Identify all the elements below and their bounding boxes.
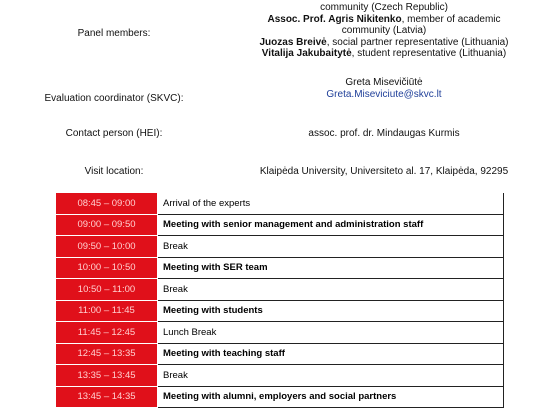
activity-cell: Meeting with teaching staff [158,343,504,365]
coordinator-name: Greta Misevičiūtė [345,77,423,88]
panel-members-label: Panel members: [77,28,151,39]
activity-cell: Meeting with alumni, employers and social partners [158,386,504,408]
panel-member-1-cont: community (Latvia) [341,25,427,36]
member-role: , member of academic [401,13,501,25]
time-cell: 12:45 – 13:35 [56,343,158,365]
visit-location-value: Klaipėda University, Universiteto al. 17, Klaipėda, 92295 [259,166,509,177]
member-name: Vitalija Jakubaitytė [261,48,352,59]
member-role: , student representative (Lithuania) [351,48,507,59]
contact-person-value: assoc. prof. dr. Mindaugas Kurmis [308,128,460,139]
panel-member-1 [228,14,540,26]
time-cell: 08:45 – 09:00 [56,193,158,214]
table-row [56,365,504,387]
visit-location-label: Visit location: [84,166,144,177]
activity-cell: Arrival of the experts [158,193,504,214]
table-row [56,322,504,344]
time-cell: 10:00 – 10:50 [56,257,158,279]
panel-members-list [228,2,540,60]
activity-cell: Lunch Break [158,322,504,344]
table-row [56,386,504,408]
coordinator-email-link[interactable]: Greta.Miseviciute@skvc.lt [326,88,442,100]
activity-cell: Meeting with senior management and administration staff [158,214,504,236]
activity-cell: Meeting with students [158,300,504,322]
time-cell: 11:45 – 12:45 [56,322,158,344]
contact-person-label: Contact person (HEI): [65,128,163,139]
member-name: Assoc. Prof. Agris Nikitenko [267,13,402,25]
activity-cell: Break [158,279,504,301]
table-row [56,257,504,279]
table-row [56,300,504,322]
member-name: Juozas Breivė [259,36,327,48]
panel-member-2 [228,37,540,49]
activity-cell: Break [158,365,504,387]
time-cell: 09:00 – 09:50 [56,214,158,236]
panel-line-0: community (Czech Republic) [320,2,448,13]
coordinator-info [228,77,540,100]
table-row [56,343,504,365]
activity-cell: Meeting with SER team [158,257,504,279]
coordinator-label: Evaluation coordinator (SKVC): [44,93,184,104]
panel-member-3 [228,48,540,60]
table-row [56,279,504,301]
time-cell: 13:45 – 14:35 [56,386,158,408]
member-role: , social partner representative (Lithuania) [326,36,509,48]
time-cell: 11:00 – 11:45 [56,300,158,322]
time-cell: 13:35 – 13:45 [56,365,158,387]
time-cell: 09:50 – 10:00 [56,236,158,258]
table-row [56,214,504,236]
time-cell: 10:50 – 11:00 [56,279,158,301]
activity-cell: Break [158,236,504,258]
schedule-table [56,193,504,408]
table-row [56,193,504,214]
table-row [56,236,504,258]
